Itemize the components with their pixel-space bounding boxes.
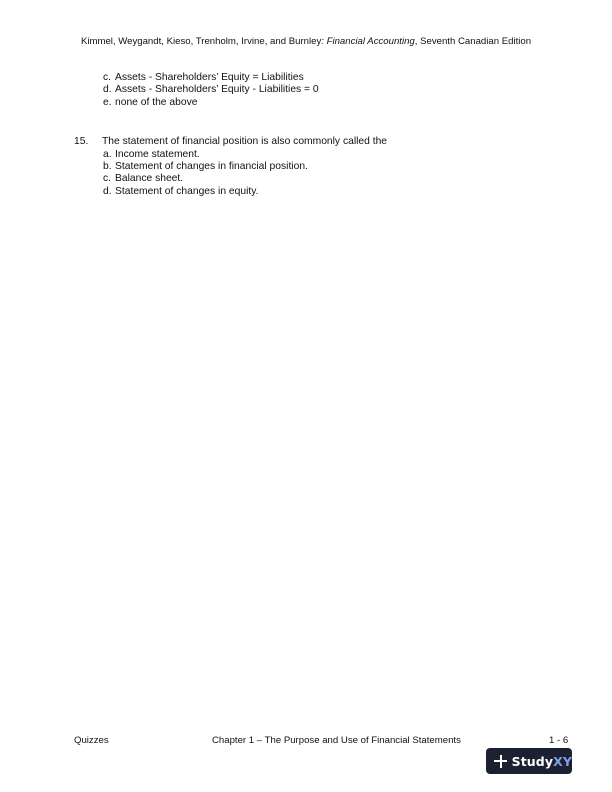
brand-logo-text (512, 754, 572, 769)
header-edition: , Seventh Canadian Edition (414, 36, 532, 47)
plus-icon (494, 755, 506, 768)
option-c (103, 173, 308, 185)
option-e (103, 97, 319, 109)
brand-accent: XY (553, 753, 572, 769)
option-text: Income statement. (115, 148, 200, 160)
question-text: The statement of financial position is also commonly called the (102, 136, 388, 147)
running-header (0, 36, 612, 48)
option-text: Statement of changes in financial position. (115, 160, 308, 172)
option-a (103, 149, 308, 161)
brand-main: Study (511, 753, 554, 769)
option-text: Assets - Shareholders’ Equity = Liabilities (115, 72, 304, 83)
option-d (103, 84, 319, 96)
option-d (103, 186, 308, 198)
option-letter: e. (103, 96, 112, 108)
footer-page-number: 1 - 6 (549, 735, 569, 746)
header-authors: Kimmel, Weygandt, Kieso, Trenholm, Irvine, and Burnley (80, 36, 322, 47)
header-book-title: Financial Accounting (326, 36, 415, 47)
header-separator: : (321, 36, 327, 47)
option-letter: d. (103, 185, 112, 197)
question-15 (74, 136, 387, 148)
option-letter: a. (103, 148, 112, 160)
option-text: Statement of changes in equity. (115, 185, 259, 197)
previous-question-options (103, 72, 319, 109)
option-b (103, 161, 308, 173)
footer-section-label: Quizzes (74, 735, 109, 746)
option-text: Assets - Shareholders’ Equity - Liabilities = 0 (115, 84, 319, 96)
question-number: 15. (74, 136, 89, 147)
studyxy-badge[interactable] (486, 748, 572, 774)
option-letter: c. (103, 72, 112, 83)
option-letter: c. (103, 173, 112, 185)
option-c (103, 72, 319, 84)
option-text: none of the above (115, 96, 198, 108)
option-letter: b. (103, 160, 112, 172)
question-15-options (103, 149, 308, 199)
footer-chapter-title: Chapter 1 – The Purpose and Use of Financial Statements (212, 735, 461, 746)
option-letter: d. (103, 84, 112, 96)
option-text: Balance sheet. (115, 173, 184, 185)
